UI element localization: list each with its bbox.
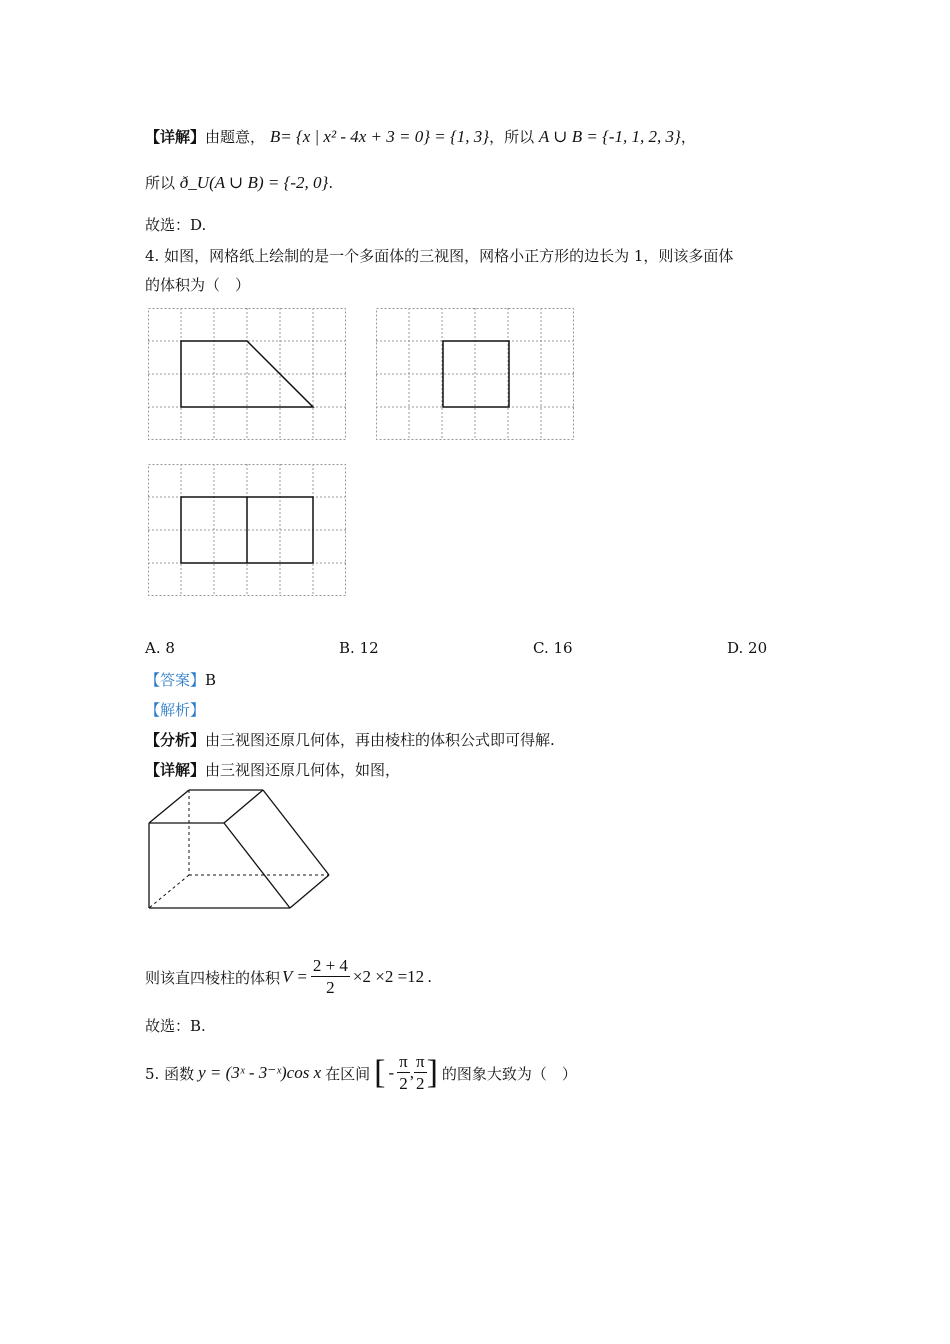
volume-lhs: V = <box>282 967 308 986</box>
q5-stem-b: 在区间 <box>325 1064 371 1083</box>
option-a[interactable]: A. 8 <box>145 639 175 657</box>
detail-text-b: ，所以 <box>489 128 535 146</box>
volume-denominator: 2 <box>326 977 335 997</box>
left-two: 2 <box>399 1073 408 1093</box>
front-view-diagram <box>148 308 347 441</box>
q5-stem-a: 5. 函数 <box>145 1064 195 1083</box>
volume-fraction <box>311 956 350 999</box>
volume-formula-line <box>145 951 432 1003</box>
set-b-expression: B= {x | x² - 4x + 3 = 0} = {1, 3} <box>269 127 490 146</box>
option-b[interactable]: B. 12 <box>339 639 379 657</box>
analysis-tag: 【解析】 <box>145 701 206 719</box>
detail-tag: 【详解】 <box>145 128 206 146</box>
answer-line <box>145 669 216 690</box>
answer-tag: 【答案】 <box>145 671 206 689</box>
prism-3d-diagram <box>145 786 335 914</box>
answer-value: B <box>205 671 217 689</box>
detail-line-2 <box>145 172 333 193</box>
interval-minus: - <box>388 1063 395 1082</box>
detail-line-1 <box>145 126 696 147</box>
interval-right-bracket: ] <box>426 1054 438 1091</box>
interval-left-fraction <box>397 1052 410 1095</box>
q4-stem-line-2: 的体积为（ ） <box>145 276 251 294</box>
volume-end: . <box>427 968 432 986</box>
fenxi-text: 由三视图还原几何体，再由棱柱的体积公式即可得解. <box>205 731 555 749</box>
volume-rest: ×2 ×2 =12 <box>352 967 425 986</box>
option-d[interactable]: D. 20 <box>727 639 768 657</box>
volume-prefix: 则该直四棱柱的体积 <box>145 968 281 987</box>
line2-text-a: 所以 <box>145 174 176 192</box>
detail-text-c: ， <box>680 128 696 146</box>
interval-comma: , <box>409 1063 414 1082</box>
top-view-diagram <box>148 464 347 597</box>
interval-left-bracket: [ <box>374 1054 386 1091</box>
final-answer-line: 故选：B. <box>145 1017 206 1035</box>
right-pi: π <box>415 1051 425 1071</box>
side-view-diagram <box>376 308 575 441</box>
q5-stem <box>145 1048 577 1098</box>
fenxi-tag: 【分析】 <box>145 731 206 749</box>
line2-text-b: . <box>328 174 334 192</box>
left-pi: π <box>399 1051 408 1071</box>
xiangjie-text: 由三视图还原几何体，如图， <box>205 761 401 779</box>
q4-stem-line-1: 4. 如图，网格纸上绘制的是一个多面体的三视图，网格小正方形的边长为 1，则该多面体 <box>145 247 734 265</box>
xiangjie-tag: 【详解】 <box>145 761 206 779</box>
option-c[interactable]: C. 16 <box>533 639 573 657</box>
xiangjie-line <box>145 759 400 780</box>
complement-expression: ð_U(A ∪ B) = {-2, 0} <box>179 173 329 192</box>
q5-function: y = (3ˣ - 3⁻ˣ)cos x <box>198 1063 322 1082</box>
detail-text-a: 由题意， <box>205 128 266 146</box>
union-expression: A ∪ B = {-1, 1, 2, 3} <box>538 127 681 146</box>
volume-numerator: 2 + 4 <box>312 955 348 975</box>
interval-right-fraction <box>414 1052 427 1095</box>
right-two: 2 <box>416 1073 425 1093</box>
fenxi-line <box>145 729 555 750</box>
q5-stem-c: 的图象大致为（ ） <box>441 1064 577 1083</box>
answer-choice-line: 故选：D. <box>145 216 207 234</box>
